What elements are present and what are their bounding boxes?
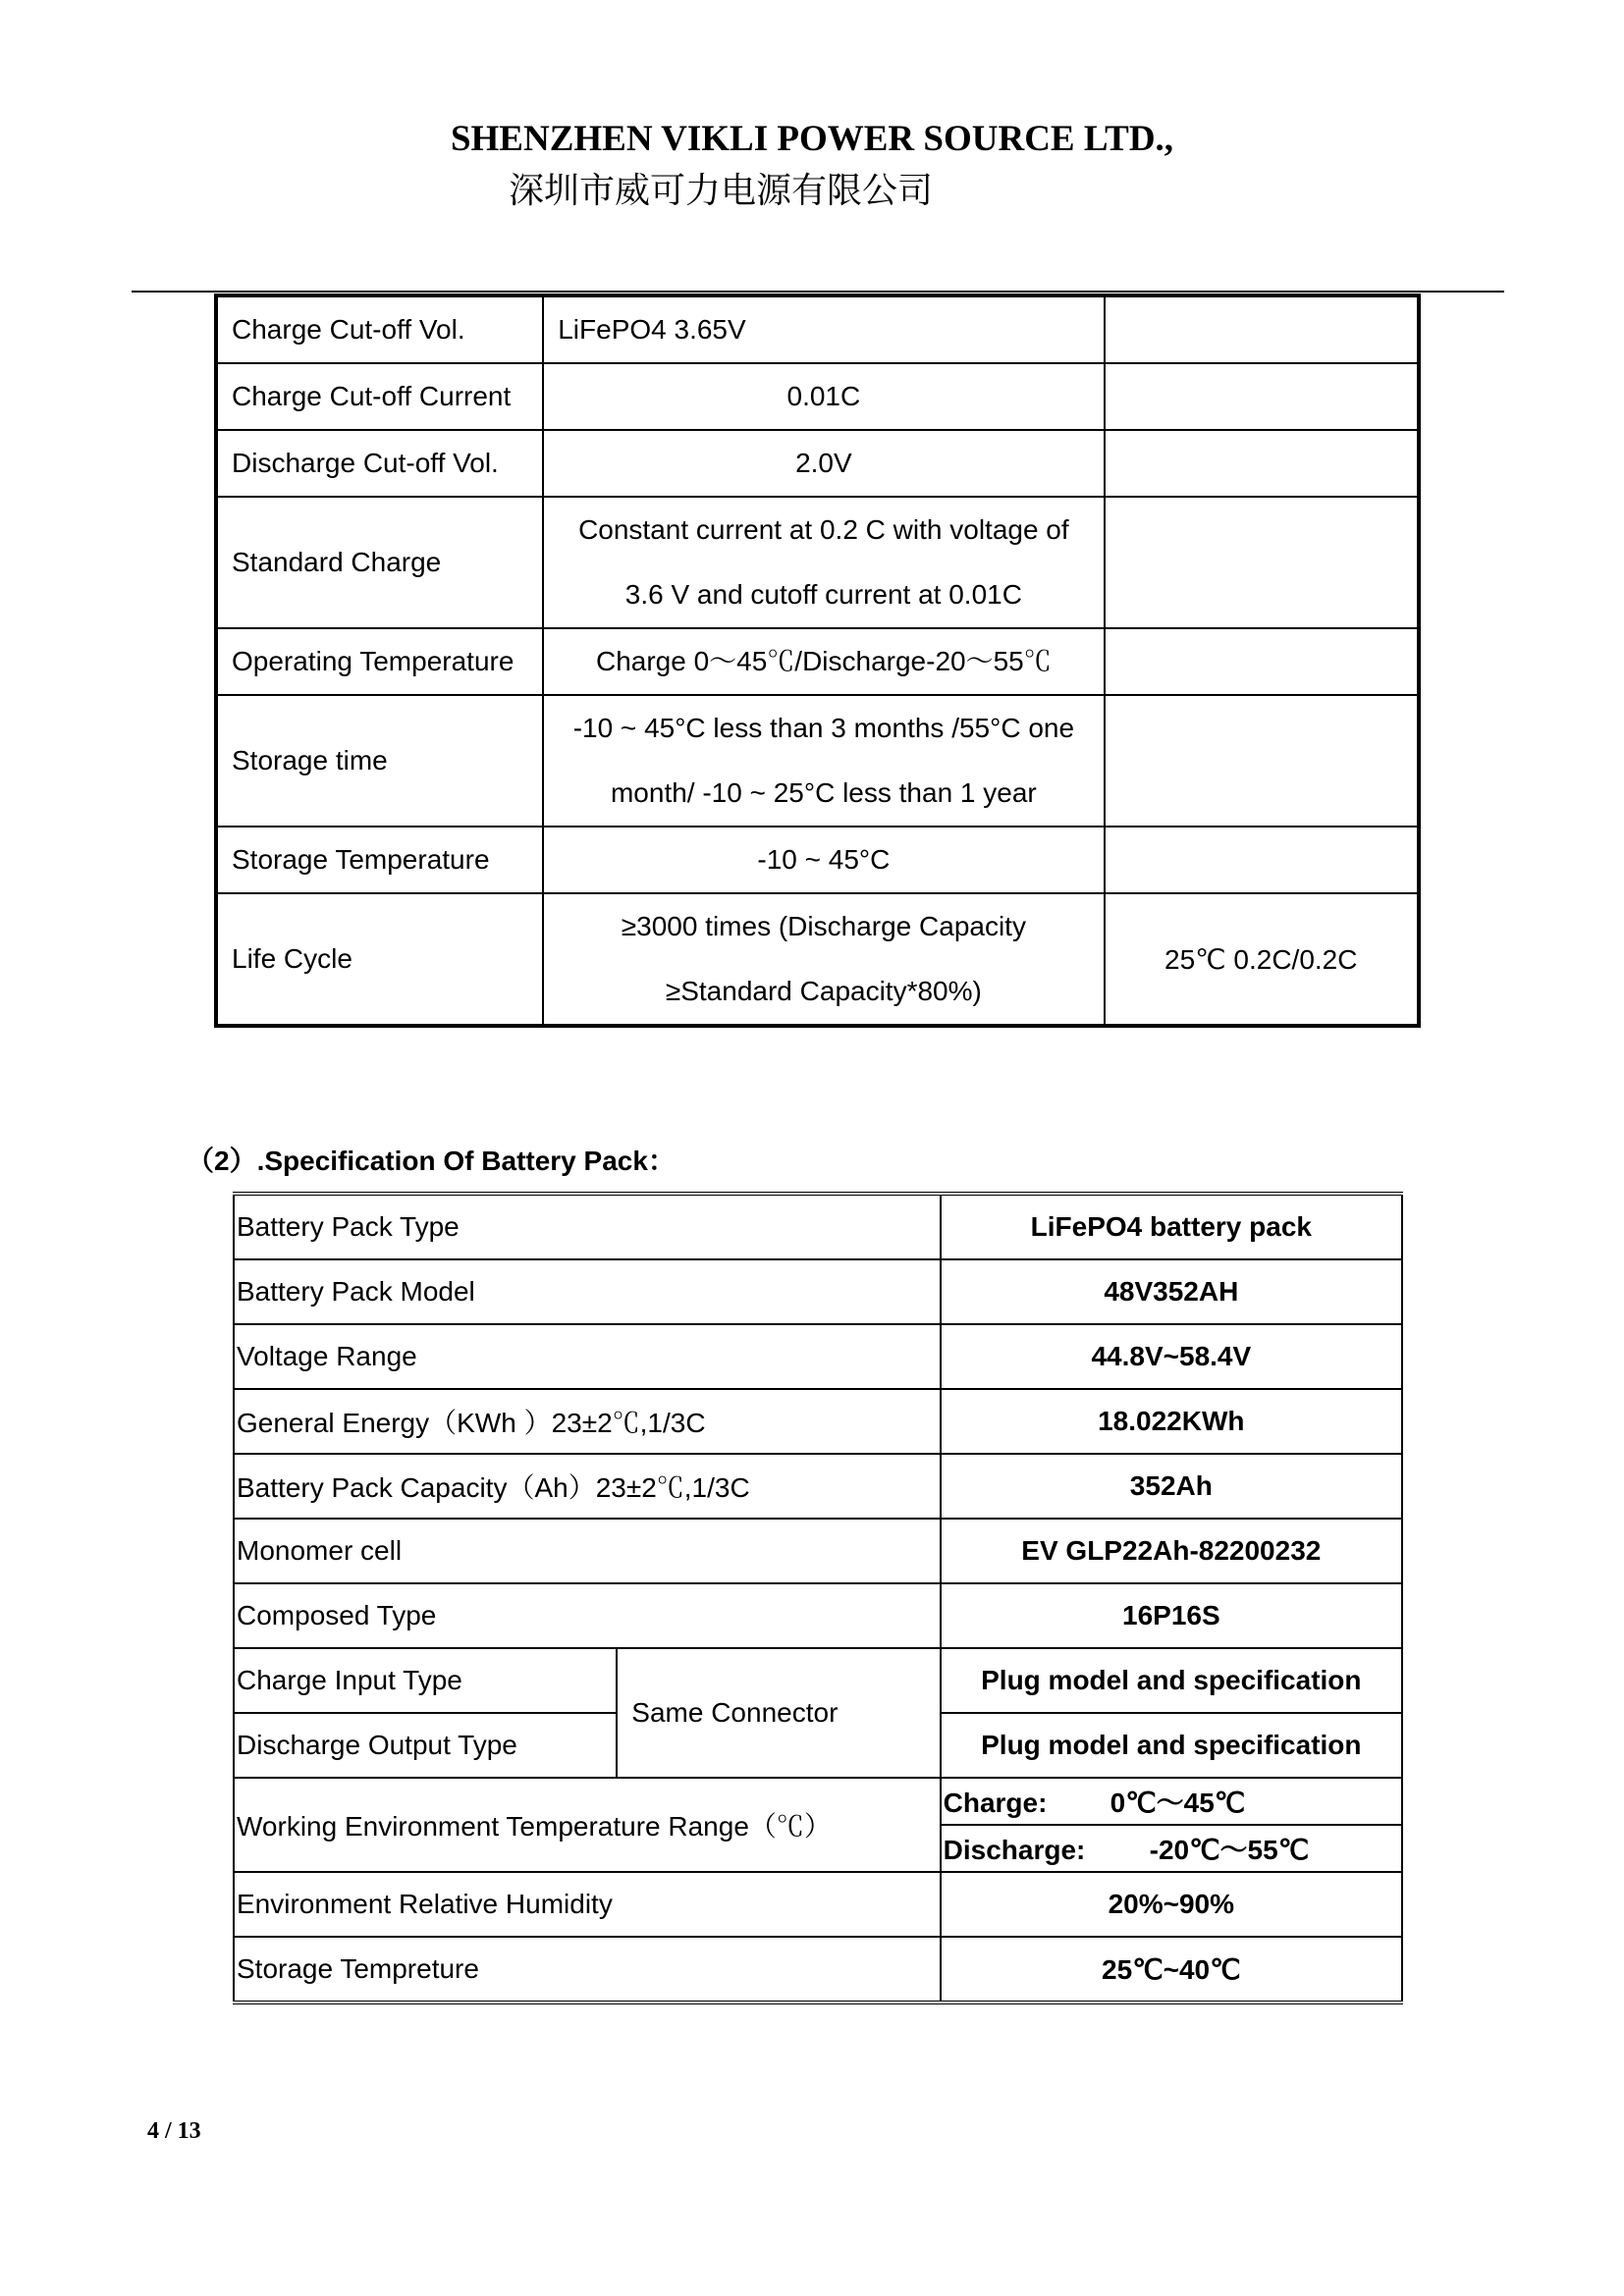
value-cell: 48V352AH <box>941 1259 1402 1324</box>
charge-value: 0℃～45℃ <box>1110 1788 1246 1818</box>
table-row <box>216 295 1419 363</box>
value-cell: 16P16S <box>941 1583 1402 1648</box>
table-row <box>216 628 1419 695</box>
table-row <box>234 1648 1402 1713</box>
param-cell: Battery Pack Type <box>234 1194 941 1259</box>
table-row <box>216 497 1419 628</box>
table-row <box>234 1324 1402 1389</box>
value-line: 3.6 V and cutoff current at 0.01C <box>624 579 1022 610</box>
company-name-chinese: 深圳市威可力电源有限公司 <box>509 171 934 211</box>
table-row <box>216 893 1419 1026</box>
header-rule <box>132 291 1504 293</box>
value-line: Constant current at 0.2 C with voltage of <box>578 514 1069 545</box>
value-cell: 44.8V~58.4V <box>941 1324 1402 1389</box>
table-row <box>234 1389 1402 1454</box>
charge-temp-cell <box>941 1778 1402 1825</box>
section-heading: （2）.Specification Of Battery Pack： <box>187 1146 676 1176</box>
value-cell <box>543 695 1104 827</box>
table-row <box>216 695 1419 827</box>
value-cell: Plug model and specification <box>941 1648 1402 1713</box>
table-row <box>234 1583 1402 1648</box>
param-cell: Charge Cut-off Vol. <box>216 295 543 363</box>
table-row <box>234 1259 1402 1324</box>
note-cell: 25℃ 0.2C/0.2C <box>1105 893 1419 1026</box>
value-cell: 352Ah <box>941 1454 1402 1519</box>
table-row <box>234 1778 1402 1825</box>
shared-connector-cell: Same Connector <box>617 1648 940 1778</box>
note-cell <box>1105 628 1419 695</box>
value-line: month/ -10 ~ 25°C less than 1 year <box>610 777 1037 808</box>
param-cell: Operating Temperature <box>216 628 543 695</box>
param-cell: Standard Charge <box>216 497 543 628</box>
value-cell <box>543 893 1104 1026</box>
value-cell: Plug model and specification <box>941 1713 1402 1778</box>
page-number: 4 / 13 <box>147 2118 201 2144</box>
value-cell: LiFePO4 battery pack <box>941 1194 1402 1259</box>
table-row <box>234 1454 1402 1519</box>
value-cell <box>543 497 1104 628</box>
value-line: ≥Standard Capacity*80%) <box>665 976 982 1006</box>
value-cell: 2.0V <box>543 430 1104 497</box>
value-cell: -10 ~ 45°C <box>543 827 1104 893</box>
cell-spec-table <box>214 294 1421 1028</box>
param-cell: Charge Cut-off Current <box>216 363 543 430</box>
discharge-label: Discharge: <box>943 1835 1086 1865</box>
table-row <box>216 430 1419 497</box>
discharge-value: -20℃～55℃ <box>1149 1835 1310 1865</box>
param-cell: Life Cycle <box>216 893 543 1026</box>
value-cell: 0.01C <box>543 363 1104 430</box>
note-cell <box>1105 695 1419 827</box>
param-cell: Charge Input Type <box>234 1648 617 1713</box>
param-cell: Discharge Output Type <box>234 1713 617 1778</box>
param-cell: Storage time <box>216 695 543 827</box>
param-cell: Storage Tempreture <box>234 1937 941 2002</box>
param-cell: Monomer cell <box>234 1519 941 1583</box>
param-cell: Battery Pack Model <box>234 1259 941 1324</box>
param-cell: General Energy（KWh ）23±2℃,1/3C <box>234 1389 941 1454</box>
battery-pack-spec-table <box>233 1192 1403 2004</box>
value-line: ≥3000 times (Discharge Capacity <box>621 911 1026 941</box>
note-cell <box>1105 497 1419 628</box>
param-cell: Discharge Cut-off Vol. <box>216 430 543 497</box>
note-cell <box>1105 295 1419 363</box>
param-cell: Battery Pack Capacity（Ah）23±2℃,1/3C <box>234 1454 941 1519</box>
value-cell: Charge 0～45℃/Discharge-20～55℃ <box>543 628 1104 695</box>
value-cell: 20%~90% <box>941 1872 1402 1937</box>
discharge-temp-cell <box>941 1825 1402 1872</box>
param-cell: Composed Type <box>234 1583 941 1648</box>
company-name-english: SHENZHEN VIKLI POWER SOURCE LTD., <box>450 119 1174 159</box>
value-cell: LiFePO4 3.65V <box>543 295 1104 363</box>
table-row <box>234 1937 1402 2002</box>
charge-label: Charge: <box>943 1788 1048 1818</box>
param-cell: Storage Temperature <box>216 827 543 893</box>
table-row <box>234 1519 1402 1583</box>
value-cell: EV GLP22Ah-82200232 <box>941 1519 1402 1583</box>
table-row <box>216 363 1419 430</box>
table-row <box>216 827 1419 893</box>
param-cell: Working Environment Temperature Range（℃） <box>234 1778 941 1872</box>
note-cell <box>1105 827 1419 893</box>
note-cell <box>1105 430 1419 497</box>
note-cell <box>1105 363 1419 430</box>
value-cell: 18.022KWh <box>941 1389 1402 1454</box>
value-cell: 25℃~40℃ <box>941 1937 1402 2002</box>
param-cell: Voltage Range <box>234 1324 941 1389</box>
table-row <box>234 1194 1402 1259</box>
param-cell: Environment Relative Humidity <box>234 1872 941 1937</box>
value-line: -10 ~ 45°C less than 3 months /55°C one <box>572 713 1075 743</box>
table-row <box>234 1872 1402 1937</box>
